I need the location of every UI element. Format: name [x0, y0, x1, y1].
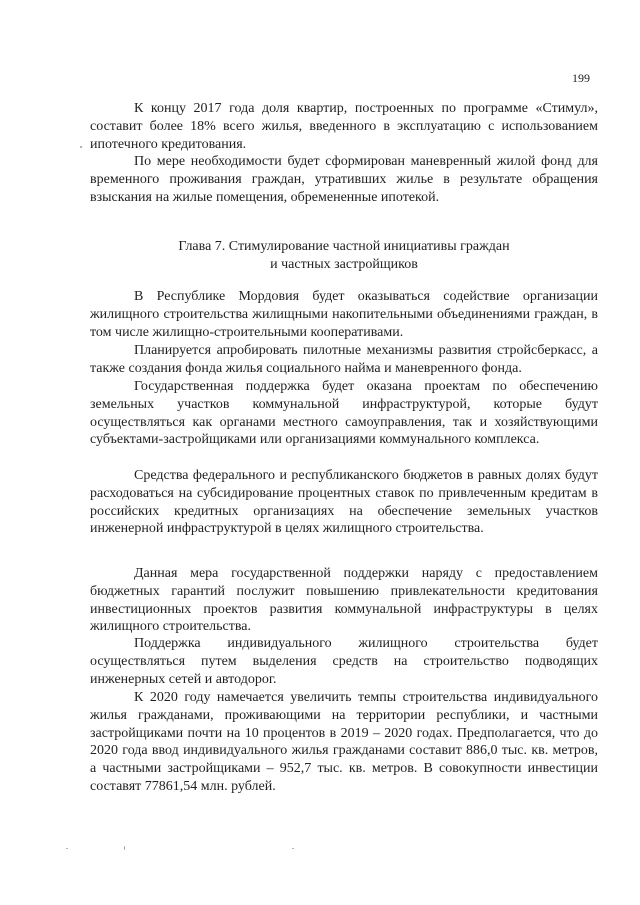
- chapter-heading: [90, 238, 598, 274]
- scan-speck: [124, 846, 125, 850]
- page-number: 199: [572, 71, 590, 85]
- paragraph-stimul-share: К концу 2017 года доля квартир, построенных по программе «Стимул», составит более 18% всего жилья, введенного в эксплуатацию с использованием ипотечного кредитования.: [90, 101, 598, 152]
- paragraph-state-support: Государственная поддержка будет оказана проектам по обеспечению земельных участков коммунальной инфраструктурой, которые будут осуществляться как органами местного самоуправления, так и хозяйствующими субъектами-застройщиками или организациями коммунального комплекса.: [90, 379, 598, 448]
- paragraph-individual-construction: Поддержка индивидуального жилищного строительства будет осуществляться путем выделения средств на строительство подводящих инженерных сетей и автодорог.: [90, 636, 598, 687]
- scan-speck: [292, 848, 294, 849]
- paragraph-budget-funds: Средства федерального и республиканского бюджетов в равных долях будут расходоваться на субсидирование процентных ставок по привлеченным кредитам в российских кредитных организациях на обеспечение земельных участков инженерной инфраструктурой в целях жилищного строительства.: [90, 468, 598, 537]
- paragraph-budget-guarantees: Данная мера государственной поддержки наряду с предоставлением бюджетных гарантий послужит повышению привлекательности кредитования инвестиционных проектов развития коммунальной инфраструктуры в целях жилищного строительства.: [90, 566, 598, 635]
- scan-speck: [80, 146, 82, 148]
- scan-speck: [66, 848, 68, 849]
- paragraph-pilot-mechanisms: Планируется апробировать пилотные механизмы развития стройсберкасс, а также создания фонда жилья социального найма и маневренного фонда.: [90, 343, 598, 376]
- paragraph-housing-associations: В Республике Мордовия будет оказываться содействие организации жилищного строительства жилищными накопительными объединениями граждан, в том числе жилищно-строительными кооперативами.: [90, 289, 598, 340]
- paragraph-maneuver-fund: По мере необходимости будет сформирован маневренный жилой фонд для временного проживания граждан, утративших жилье в результате обращения взыскания на жилые помещения, обремененные ипотекой.: [90, 154, 598, 205]
- chapter-heading-line-2: и частных застройщиков: [270, 257, 418, 272]
- chapter-heading-line-1: Глава 7. Стимулирование частной инициативы граждан: [178, 239, 510, 254]
- paragraph-2020-targets: К 2020 году намечается увеличить темпы строительства индивидуального жилья гражданами, проживающими на территории республики, и частными застройщиками почти на 10 процентов в 2019 – 2020 годах. Предполагается, что до 2020 года ввод индивидуального жилья гражданами составит 886,0 тыс. кв. метров, а частными застройщиками – 952,7 тыс. кв. метров. В совокупности инвестиции составят 77861,54 млн. рублей.: [90, 690, 598, 794]
